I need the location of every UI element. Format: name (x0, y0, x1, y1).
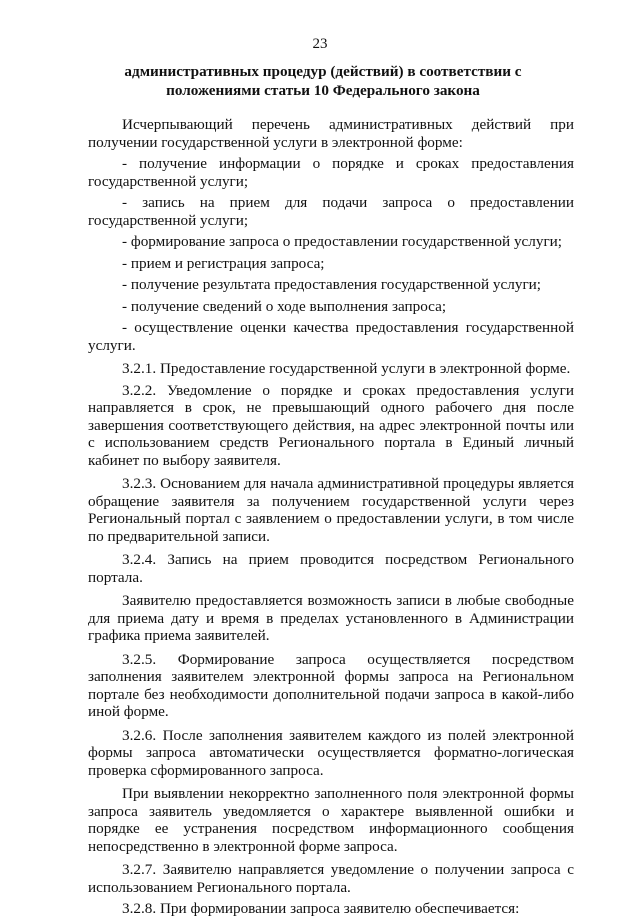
clause-3-2-3: 3.2.3. Основанием для начала административной процедуры является обращение заявителя за получением государственной услуги через Региональный портал с заявлением о предоставлении услуги, в том числе по предварительной записи. (88, 475, 574, 545)
heading-line-2: положениями статьи 10 Федерального закона (166, 82, 480, 99)
paragraph-intro: Исчерпывающий перечень административных действий при получении государственной услуги в электронной форме: (88, 116, 574, 151)
clause-3-2-6: 3.2.6. После заполнения заявителем каждого из полей электронной формы запроса автоматически осуществляется форматно-логическая проверка сформированного запроса. (88, 726, 574, 779)
clause-3-2-2: 3.2.2. Уведомление о порядке и сроках предоставления услуги направляется в срок, не превышающий одного рабочего дня после завершения соответствующего действия, на адрес электронной почты или с использованием средств Регионального портала в Единый личный кабинет по выбору заявителя. (88, 381, 574, 469)
list-item: - получение информации о порядке и сроках предоставления государственной услуги; (88, 155, 574, 190)
list-item: - осуществление оценки качества предоставления государственной услуги. (88, 319, 574, 354)
list-item: - получение сведений о ходе выполнения запроса; (122, 297, 447, 315)
list-item: - прием и регистрация запроса; (122, 254, 325, 272)
heading-line-1: административных процедур (действий) в соответствии с (124, 63, 522, 80)
clause-3-2-5: 3.2.5. Формирование запроса осуществляется посредством заполнения заявителем электронной формы запроса на Региональном портале без необходимости дополнительной подачи запроса в какой-либо иной форме. (88, 650, 574, 720)
section-heading (88, 62, 558, 100)
list-item: - формирование запроса о предоставлении государственной услуги; (122, 233, 563, 250)
document-body (88, 116, 574, 922)
paragraph-appointment: Заявителю предоставляется возможность записи в любые свободные для приема дату и время в пределах установленного в Администрации графика приема заявителей. (88, 592, 574, 644)
list-item: - запись на прием для подачи запроса о предоставлении государственной услуги; (88, 194, 574, 229)
paragraph-error-notice: При выявлении некорректно заполненного поля электронной формы запроса заявитель уведомляется о характере выявленной ошибки и порядке ее устранения посредством информационного сообщения непосредственно в электронной форме запроса. (88, 785, 574, 855)
clause-3-2-7: 3.2.7. Заявителю направляется уведомление о получении запроса с использованием Регионального портала. (88, 861, 574, 896)
list-item: - получение результата предоставления государственной услуги; (122, 276, 542, 293)
clause-3-2-4: 3.2.4. Запись на прием проводится посредством Регионального портала. (88, 551, 574, 586)
clause-3-2-1: 3.2.1. Предоставление государственной услуги в электронной форме. (122, 360, 571, 377)
clause-3-2-8: 3.2.8. При формировании запроса заявителю обеспечивается: (122, 900, 520, 917)
page-number: 23 (312, 36, 328, 52)
